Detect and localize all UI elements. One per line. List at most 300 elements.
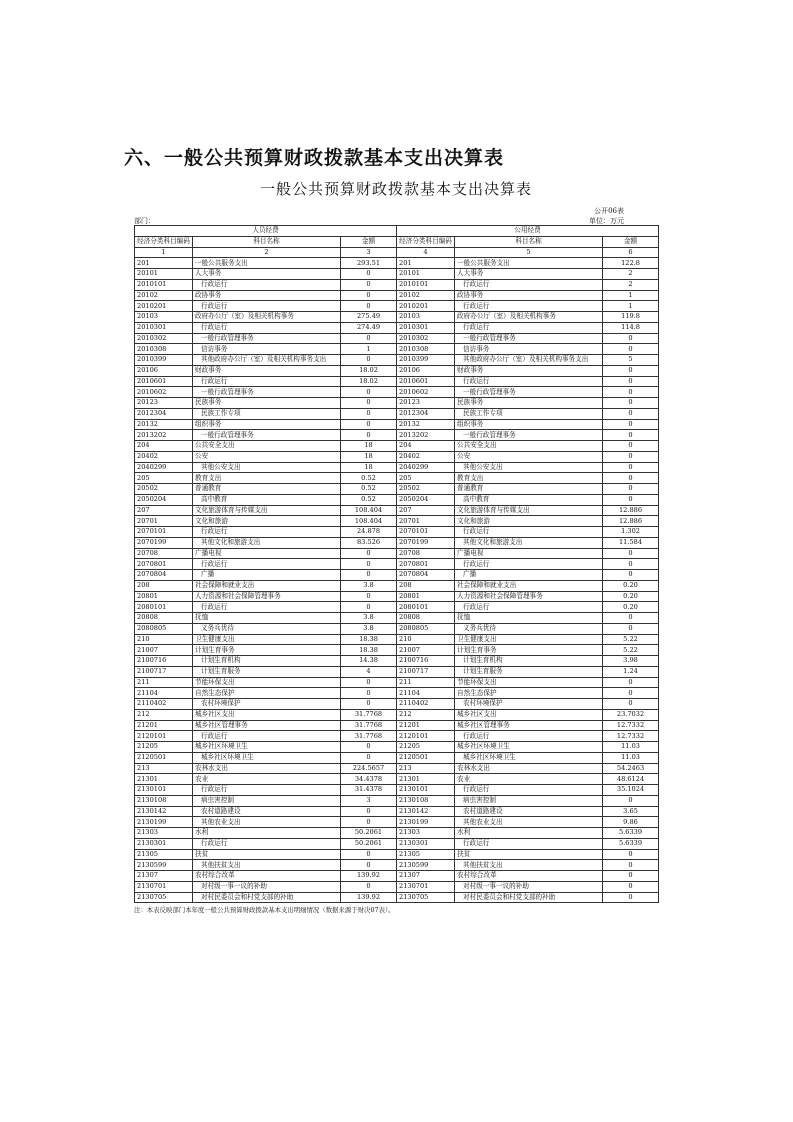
left-amount-cell: 50.2061: [341, 828, 397, 839]
left-amount-cell: 0: [341, 387, 397, 398]
left-amount-cell: 0: [341, 806, 397, 817]
right-code-cell: 213: [397, 763, 455, 774]
right-code-cell: 211: [397, 677, 455, 688]
right-code-cell: 2013202: [397, 430, 455, 441]
table-row: [135, 505, 659, 516]
right-code-cell: 2010602: [397, 387, 455, 398]
left-name-cell: 其他公安支出: [193, 462, 341, 473]
table-row: [135, 312, 659, 323]
right-code-cell: 20402: [397, 451, 455, 462]
table-row: [135, 785, 659, 796]
right-name-cell: 农村综合改革: [455, 871, 603, 882]
col-num-6: 6: [603, 247, 659, 258]
left-amount-cell: 108.404: [341, 516, 397, 527]
left-code-cell: 207: [135, 505, 193, 516]
left-code-cell: 2070101: [135, 527, 193, 538]
left-code-cell: 2010301: [135, 322, 193, 333]
left-amount-cell: 0: [341, 548, 397, 559]
table-row: [135, 645, 659, 656]
right-amount-cell: 5.6339: [603, 838, 659, 849]
right-amount-cell: 11.03: [603, 752, 659, 763]
table-row: [135, 548, 659, 559]
right-name-cell: 行政运行: [455, 602, 603, 613]
table-row: [135, 849, 659, 860]
right-amount-cell: 0: [603, 408, 659, 419]
table-row: [135, 301, 659, 312]
left-amount-cell: 18.38: [341, 645, 397, 656]
left-name-cell: 农林水支出: [193, 763, 341, 774]
table-row: [135, 376, 659, 387]
right-amount-cell: 12.7332: [603, 720, 659, 731]
left-name-cell: 人力资源和社会保障管理事务: [193, 591, 341, 602]
left-name-cell: 一般行政管理事务: [193, 430, 341, 441]
left-amount-cell: 0: [341, 752, 397, 763]
left-name-cell: 一般行政管理事务: [193, 387, 341, 398]
right-name-cell: 其他扶贫支出: [455, 860, 603, 871]
form-code: 公开06表: [594, 207, 624, 215]
right-name-cell: 一般公共服务支出: [455, 258, 603, 269]
left-code-cell: 2100717: [135, 666, 193, 677]
right-amount-cell: 1.24: [603, 666, 659, 677]
left-name-cell: 公共安全支出: [193, 441, 341, 452]
table-row: [135, 580, 659, 591]
left-amount-cell: 0: [341, 398, 397, 409]
table-row: [135, 516, 659, 527]
table-title: 一般公共预算财政拨款基本支出决算表: [259, 180, 532, 198]
left-code-cell: 20808: [135, 613, 193, 624]
left-code-cell: 20102: [135, 290, 193, 301]
right-name-cell: 一般行政管理事务: [455, 430, 603, 441]
right-code-cell: 20502: [397, 484, 455, 495]
left-name-cell: 扶贫: [193, 849, 341, 860]
col-num-2: 2: [193, 247, 341, 258]
right-amount-header: 金额: [603, 236, 659, 247]
right-name-cell: 其他政府办公厅（室）及相关机构事务支出: [455, 355, 603, 366]
right-name-cell: 节能环保支出: [455, 677, 603, 688]
left-amount-cell: 0: [341, 269, 397, 280]
right-amount-cell: 1.302: [603, 527, 659, 538]
right-amount-cell: 0: [603, 419, 659, 430]
table-row: [135, 699, 659, 710]
right-name-cell: 义务兵优待: [455, 623, 603, 634]
right-name-cell: 广播: [455, 570, 603, 581]
left-amount-cell: 3.8: [341, 580, 397, 591]
right-name-cell: 行政运行: [455, 731, 603, 742]
right-amount-cell: 0: [603, 570, 659, 581]
right-amount-cell: 0: [603, 462, 659, 473]
right-amount-cell: 0: [603, 484, 659, 495]
expenditure-table: [134, 225, 659, 903]
table-row: [135, 881, 659, 892]
right-amount-cell: 114.8: [603, 322, 659, 333]
left-amount-cell: 4: [341, 666, 397, 677]
right-amount-cell: 122.8: [603, 258, 659, 269]
left-amount-cell: 0: [341, 355, 397, 366]
left-name-cell: 城乡社区环境卫生: [193, 742, 341, 753]
table-row: [135, 613, 659, 624]
section-heading: 六、一般公共预算财政拨款基本支出决算表: [124, 147, 505, 169]
left-name-cell: 普通教育: [193, 484, 341, 495]
left-code-cell: 2040299: [135, 462, 193, 473]
left-amount-cell: 0: [341, 408, 397, 419]
right-name-cell: 农业: [455, 774, 603, 785]
right-amount-cell: 11.584: [603, 537, 659, 548]
right-code-cell: 205: [397, 473, 455, 484]
table-row: [135, 720, 659, 731]
right-amount-cell: 0: [603, 849, 659, 860]
left-code-cell: 20701: [135, 516, 193, 527]
right-code-cell: 2110402: [397, 699, 455, 710]
right-name-cell: 一般行政管理事务: [455, 333, 603, 344]
right-code-cell: 2012304: [397, 408, 455, 419]
left-amount-cell: 31.7768: [341, 731, 397, 742]
right-name-cell: 城乡社区管理事务: [455, 720, 603, 731]
group-header-row: [135, 226, 659, 237]
left-code-cell: 2070804: [135, 570, 193, 581]
table-row: [135, 527, 659, 538]
left-name-cell: 行政运行: [193, 527, 341, 538]
left-amount-cell: 18.02: [341, 376, 397, 387]
left-amount-cell: 0: [341, 849, 397, 860]
left-name-cell: 计划生育服务: [193, 666, 341, 677]
left-amount-cell: 0: [341, 430, 397, 441]
left-name-cell: 节能环保支出: [193, 677, 341, 688]
left-code-cell: 2010399: [135, 355, 193, 366]
right-code-cell: 2010301: [397, 322, 455, 333]
right-amount-cell: 35.1024: [603, 785, 659, 796]
left-code-cell: 2100716: [135, 656, 193, 667]
left-code-cell: 2012304: [135, 408, 193, 419]
left-name-cell: 抚恤: [193, 613, 341, 624]
left-name-cell: 民族工作专项: [193, 408, 341, 419]
right-name-cell: 农村道路建设: [455, 806, 603, 817]
right-code-cell: 2010302: [397, 333, 455, 344]
left-code-cell: 21303: [135, 828, 193, 839]
right-code-cell: 20123: [397, 398, 455, 409]
table-footnote: 注：本表反映部门本年度一般公共预算财政拨款基本支出明细情况（数据来源于财决07表）。: [134, 906, 395, 915]
col-num-4: 4: [397, 247, 455, 258]
left-name-cell: 广播: [193, 570, 341, 581]
table-row: [135, 677, 659, 688]
table-row: [135, 398, 659, 409]
col-num-5: 5: [455, 247, 603, 258]
right-amount-cell: 5.6339: [603, 828, 659, 839]
right-amount-cell: 0: [603, 441, 659, 452]
left-amount-cell: 224.5657: [341, 763, 397, 774]
left-amount-cell: 18.02: [341, 365, 397, 376]
right-name-cell: 行政运行: [455, 559, 603, 570]
left-code-cell: 2130705: [135, 892, 193, 903]
right-name-cell: 农村环境保护: [455, 699, 603, 710]
right-code-cell: 2130199: [397, 817, 455, 828]
right-amount-cell: 0.20: [603, 602, 659, 613]
left-code-cell: 210: [135, 634, 193, 645]
right-amount-cell: 0: [603, 892, 659, 903]
table-row: [135, 441, 659, 452]
left-amount-cell: 0: [341, 279, 397, 290]
right-code-cell: 2040299: [397, 462, 455, 473]
right-name-cell: 对村民委员会和村党支部的补助: [455, 892, 603, 903]
left-amount-cell: 0: [341, 602, 397, 613]
left-code-cell: 20801: [135, 591, 193, 602]
right-amount-cell: 0: [603, 430, 659, 441]
right-name-cell: 城乡社区环境卫生: [455, 742, 603, 753]
left-code-cell: 21201: [135, 720, 193, 731]
table-row: [135, 355, 659, 366]
right-amount-cell: 0: [603, 613, 659, 624]
right-name-cell: 民族事务: [455, 398, 603, 409]
table-row: [135, 419, 659, 430]
left-amount-cell: 24.878: [341, 527, 397, 538]
table-row: [135, 559, 659, 570]
right-name-cell: 抚恤: [455, 613, 603, 624]
left-amount-cell: 50.2061: [341, 838, 397, 849]
right-name-cell: 自然生态保护: [455, 688, 603, 699]
table-row: [135, 871, 659, 882]
left-amount-cell: 0.52: [341, 484, 397, 495]
left-code-cell: 2110402: [135, 699, 193, 710]
report-sheet: [134, 178, 658, 914]
right-amount-cell: 0: [603, 881, 659, 892]
left-code-cell: 2010302: [135, 333, 193, 344]
unit-label: 单位：万元: [589, 217, 624, 225]
left-amount-cell: 31.7768: [341, 720, 397, 731]
left-name-cell: 社会保障和就业支出: [193, 580, 341, 591]
left-code-cell: 2080101: [135, 602, 193, 613]
right-amount-cell: 0: [603, 677, 659, 688]
left-name-cell: 行政运行: [193, 785, 341, 796]
right-amount-cell: 0: [603, 688, 659, 699]
right-name-cell: 病虫害控制: [455, 795, 603, 806]
table-row: [135, 570, 659, 581]
right-name-cell: 行政运行: [455, 527, 603, 538]
right-amount-cell: 0: [603, 548, 659, 559]
left-amount-cell: 3.8: [341, 623, 397, 634]
right-amount-cell: 54.2463: [603, 763, 659, 774]
left-name-cell: 义务兵优待: [193, 623, 341, 634]
table-row: [135, 451, 659, 462]
right-amount-cell: 23.7032: [603, 709, 659, 720]
right-code-cell: 2080805: [397, 623, 455, 634]
left-amount-cell: 31.4378: [341, 785, 397, 796]
left-code-cell: 21104: [135, 688, 193, 699]
left-name-cell: 卫生健康支出: [193, 634, 341, 645]
left-name-cell: 水利: [193, 828, 341, 839]
left-name-cell: 城乡社区环境卫生: [193, 752, 341, 763]
left-amount-cell: 293.51: [341, 258, 397, 269]
right-name-cell: 卫生健康支出: [455, 634, 603, 645]
right-name-cell: 对村级一事一议的补助: [455, 881, 603, 892]
department-label: 部门：: [134, 217, 155, 225]
table-row: [135, 537, 659, 548]
right-code-cell: 21007: [397, 645, 455, 656]
right-code-cell: 20102: [397, 290, 455, 301]
table-row: [135, 838, 659, 849]
table-meta: [134, 203, 658, 225]
right-amount-cell: 0: [603, 473, 659, 484]
left-amount-cell: 0: [341, 699, 397, 710]
public-group-header: 公用经费: [397, 226, 659, 237]
right-code-cell: 20132: [397, 419, 455, 430]
right-amount-cell: 0.20: [603, 580, 659, 591]
left-name-cell: 计划生育事务: [193, 645, 341, 656]
right-amount-cell: 0: [603, 860, 659, 871]
right-name-cell: 高中教育: [455, 494, 603, 505]
left-name-cell: 对村民委员会和村党支部的补助: [193, 892, 341, 903]
right-name-cell: 一般行政管理事务: [455, 387, 603, 398]
left-code-cell: 2080805: [135, 623, 193, 634]
right-code-cell: 2050204: [397, 494, 455, 505]
left-name-cell: 民族事务: [193, 398, 341, 409]
right-amount-cell: 2: [603, 269, 659, 280]
right-code-cell: 21307: [397, 871, 455, 882]
left-amount-header: 金额: [341, 236, 397, 247]
col-num-1: 1: [135, 247, 193, 258]
left-code-cell: 2130701: [135, 881, 193, 892]
right-name-cell: 政协事务: [455, 290, 603, 301]
right-code-cell: 2130142: [397, 806, 455, 817]
left-code-header: 经济分类科目编码: [135, 236, 193, 247]
table-row: [135, 828, 659, 839]
right-amount-cell: 12.886: [603, 516, 659, 527]
left-code-cell: 21307: [135, 871, 193, 882]
left-amount-cell: 0: [341, 419, 397, 430]
left-code-cell: 204: [135, 441, 193, 452]
left-code-cell: 2120501: [135, 752, 193, 763]
left-amount-cell: 0.52: [341, 473, 397, 484]
right-amount-cell: 0.20: [603, 591, 659, 602]
left-amount-cell: 18: [341, 451, 397, 462]
left-amount-cell: 1: [341, 344, 397, 355]
left-code-cell: 20132: [135, 419, 193, 430]
table-row: [135, 763, 659, 774]
table-row: [135, 269, 659, 280]
right-amount-cell: 5: [603, 355, 659, 366]
left-name-cell: 其他农业支出: [193, 817, 341, 828]
left-code-cell: 2070801: [135, 559, 193, 570]
left-name-cell: 行政运行: [193, 376, 341, 387]
right-amount-cell: 3.98: [603, 656, 659, 667]
table-row: [135, 473, 659, 484]
table-row: [135, 656, 659, 667]
left-name-cell: 信访事务: [193, 344, 341, 355]
right-code-cell: 20103: [397, 312, 455, 323]
right-code-cell: 201: [397, 258, 455, 269]
left-code-cell: 2120101: [135, 731, 193, 742]
table-row: [135, 344, 659, 355]
table-row: [135, 860, 659, 871]
right-amount-cell: 0: [603, 871, 659, 882]
left-code-cell: 2010101: [135, 279, 193, 290]
left-code-cell: 21205: [135, 742, 193, 753]
right-amount-cell: 0: [603, 365, 659, 376]
left-name-cell: 农村综合改革: [193, 871, 341, 882]
right-code-cell: 21104: [397, 688, 455, 699]
table-row: [135, 666, 659, 677]
table-row: [135, 322, 659, 333]
table-row: [135, 742, 659, 753]
left-name-cell: 城乡社区支出: [193, 709, 341, 720]
right-name-cell: 政府办公厅（室）及相关机构事务: [455, 312, 603, 323]
col-num-3: 3: [341, 247, 397, 258]
left-name-cell: 教育支出: [193, 473, 341, 484]
table-row: [135, 688, 659, 699]
left-amount-cell: 34.4378: [341, 774, 397, 785]
right-amount-cell: 0: [603, 398, 659, 409]
right-name-cell: 水利: [455, 828, 603, 839]
right-code-cell: 2070804: [397, 570, 455, 581]
right-name-cell: 组织事务: [455, 419, 603, 430]
left-amount-cell: 139.92: [341, 871, 397, 882]
left-name-cell: 一般行政管理事务: [193, 333, 341, 344]
right-code-cell: 2080101: [397, 602, 455, 613]
left-amount-cell: 0: [341, 559, 397, 570]
right-name-cell: 民族工作专项: [455, 408, 603, 419]
right-code-cell: 2010601: [397, 376, 455, 387]
left-code-cell: 2130101: [135, 785, 193, 796]
left-code-cell: 21305: [135, 849, 193, 860]
right-code-cell: 2100716: [397, 656, 455, 667]
table-row: [135, 387, 659, 398]
left-code-cell: 2013202: [135, 430, 193, 441]
left-code-cell: 20103: [135, 312, 193, 323]
left-name-cell: 农村道路建设: [193, 806, 341, 817]
left-code-cell: 201: [135, 258, 193, 269]
left-code-cell: 20502: [135, 484, 193, 495]
table-row: [135, 494, 659, 505]
right-name-cell: 行政运行: [455, 838, 603, 849]
left-name-cell: 农村环境保护: [193, 699, 341, 710]
column-number-row: [135, 247, 659, 258]
left-amount-cell: 3.8: [341, 613, 397, 624]
left-name-cell: 广播电视: [193, 548, 341, 559]
left-amount-cell: 14.38: [341, 656, 397, 667]
left-name-cell: 自然生态保护: [193, 688, 341, 699]
left-name-cell: 其他扶贫支出: [193, 860, 341, 871]
left-amount-cell: 0: [341, 333, 397, 344]
right-code-cell: 208: [397, 580, 455, 591]
table-row: [135, 623, 659, 634]
left-name-cell: 公安: [193, 451, 341, 462]
right-amount-cell: 5.22: [603, 634, 659, 645]
left-amount-cell: 18: [341, 462, 397, 473]
right-code-cell: 2130101: [397, 785, 455, 796]
right-amount-cell: 0: [603, 387, 659, 398]
right-amount-cell: 1: [603, 301, 659, 312]
right-code-cell: 20106: [397, 365, 455, 376]
right-code-header: 经济分类科目编码: [397, 236, 455, 247]
left-code-cell: 2010308: [135, 344, 193, 355]
right-code-cell: 21205: [397, 742, 455, 753]
right-amount-cell: 0: [603, 451, 659, 462]
left-amount-cell: 0: [341, 301, 397, 312]
left-name-cell: 行政运行: [193, 602, 341, 613]
right-code-cell: 2070199: [397, 537, 455, 548]
left-name-cell: 其他文化和旅游支出: [193, 537, 341, 548]
right-name-cell: 公安: [455, 451, 603, 462]
left-amount-cell: 3: [341, 795, 397, 806]
left-name-cell: 对村级一事一议的补助: [193, 881, 341, 892]
left-name-cell: 政协事务: [193, 290, 341, 301]
left-name-cell: 行政运行: [193, 838, 341, 849]
table-row: [135, 806, 659, 817]
right-name-cell: 扶贫: [455, 849, 603, 860]
right-code-cell: 2100717: [397, 666, 455, 677]
table-row: [135, 817, 659, 828]
right-code-cell: 210: [397, 634, 455, 645]
left-code-cell: 212: [135, 709, 193, 720]
left-name-cell: 行政运行: [193, 731, 341, 742]
